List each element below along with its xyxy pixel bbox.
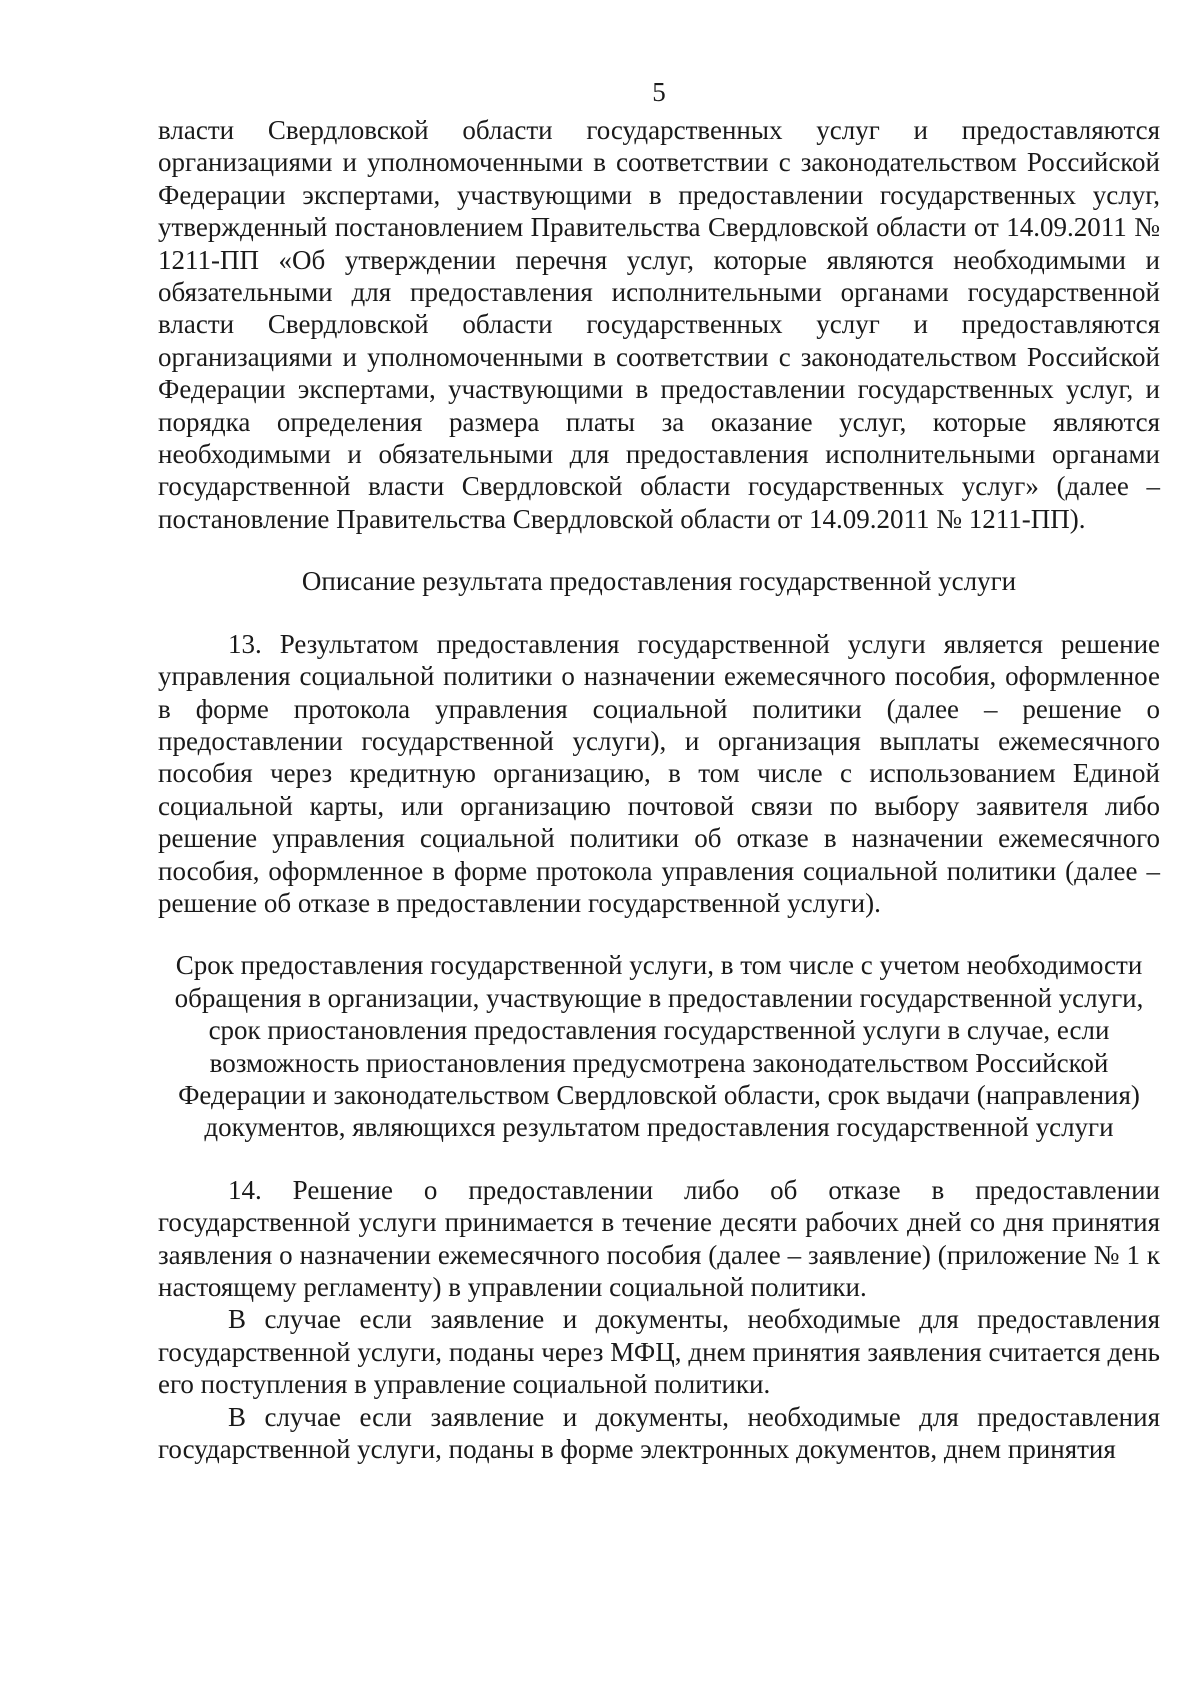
document-page (158, 70, 1160, 1465)
paragraph-mfc: В случае если заявление и документы, необходимые для предоставления государственной услуги, поданы через МФЦ, днем принятия заявления считается день его поступления в управление социальной политики. (158, 1304, 1160, 1400)
page-number: 5 (652, 77, 666, 107)
paragraph-14: 14. Решение о предоставлении либо об отказе в предоставлении государственной услуги принимается в течение десяти рабочих дней со дня принятия заявления о назначении ежемесячного пособия (далее – заявление) (приложение № 1 к настоящему регламенту) в управлении социальной политики. (158, 1174, 1160, 1302)
paragraph-electronic: В случае если заявление и документы, необходимые для предоставления государственной услуги, поданы в форме электронных документов, днем принятия (158, 1401, 1160, 1465)
paragraph-13: 13. Результатом предоставления государственной услуги является решение управления социальной политики о назначении ежемесячного пособия, оформленное в форме протокола управления социальной политики (далее – решение о предоставлении государственной услуги), и организация выплаты ежемесячного пособия через кредитную организацию, в том числе с использованием Единой социальной карты, или организацию почтовой связи по выбору заявителя либо решение управления социальной политики об отказе в назначении ежемесячного пособия, оформленное в форме протокола управления социальной политики (далее – решение об отказе в предоставлении государственной услуги). (158, 628, 1160, 918)
paragraph-continuation: власти Свердловской области государственных услуг и предоставляются организациями и уполномоченными в соответствии с законодательством Российской Федерации экспертами, участвующими в предоставлении государственных услуг, утвержденный постановлением Правительства Свердловской области от 14.09.2011 № 1211-ПП «Об утверждении перечня услуг, которые являются необходимыми и обязательными для предоставления исполнительными органами государственной власти Свердловской области государственных услуг и предоставляются организациями и уполномоченными в соответствии с законодательством Российской Федерации экспертами, участвующими в предоставлении государственных услуг, и порядка определения размера платы за оказание услуг, которые являются необходимыми и обязательными для предоставления исполнительными органами государственной власти Свердловской области государственных услуг» (далее – постановление Правительства Свердловской области от 14.09.2011 № 1211-ПП). (158, 115, 1160, 534)
heading-result-description: Описание результата предоставления государственной услуги (301, 566, 1017, 597)
heading-service-term: Срок предоставления государственной услуги, в том числе с учетом необходимости обращения в организации, участвующие в предоставлении государственной услуги, срок приостановления предоставления государственной услуги в случае, если возможность приостановления предусмотрена законодательством Российской Федерации и законодательством Свердловской области, срок выдачи (направления) документов, являющихся результатом предоставления государственной услуги (174, 950, 1144, 1143)
